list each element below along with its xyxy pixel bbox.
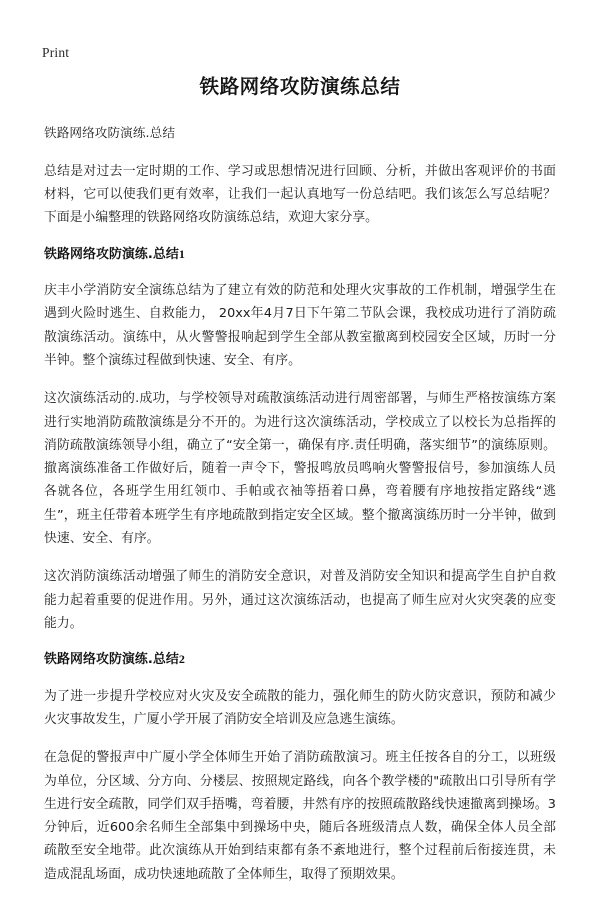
document-subtitle: 铁路网络攻防演练.总结 [44, 125, 176, 141]
document-content [44, 74, 556, 901]
section-2-paragraph-1: 为了进一步提升学校应对火灾及安全疏散的能力，强化师生的防火防灾意识，预防和减少火灾事故发生，广厦小学开展了消防安全培训及应急逃生演练。 [44, 688, 556, 728]
section-heading-1-index: 1 [178, 246, 186, 261]
page-title: 铁路网络攻防演练总结 [199, 75, 401, 98]
section-1-paragraph-3: 这次消防演练活动增强了师生的消防安全意识，对普及消防安全知识和提高学生自护自救能力起着重要的促进作用。另外，通过这次演练活动，也提高了师生应对火灾突袭的应变能力。 [44, 569, 556, 631]
intro-paragraph: 总结是对过去一定时期的工作、学习或思想情况进行回顾、分析，并做出客观评价的书面材料，它可以使我们更有效率，让我们一起认真地写一份总结吧。我们该怎么写总结呢？下面是小编整理的铁路网络攻防演练总结，欢迎大家分享。 [44, 163, 556, 226]
section-2-paragraph-2: 在急促的警报声中广厦小学全体师生开始了消防疏散演习。班主任按各自的分工，以班级为单位，分区域、分方向、分楼层、按照规定路线，向各个教学楼的"疏散出口引导所有学生进行安全疏散，同学们双手捂嘴，弯着腰，井然有序的按照疏散路线快速撤离到操场。3分钟后，近600余名师生全部集中到操场中央，随后各班级清点人数，确保全体人员全部疏散至安全地带。此次演练从开始到结束都有条不紊地进行，整个过程前后衔接连贯，未造成混乱场面，成功快速地疏散了全体师生，取得了预期效果。 [44, 750, 556, 882]
section-heading-2-index: 2 [178, 652, 186, 667]
print-bar [42, 43, 69, 61]
section-heading-1-text: 铁路网络攻防演练.总结 [44, 246, 179, 262]
section-1-paragraph-1: 庆丰小学消防安全演练总结为了建立有效的防范和处理火灾事故的工作机制，增强学生在遇到火险时逃生、自救能力， 20xx年4月7日下午第二节队会课，我校成功进行了消防疏散演练活动。演练中，从火警警报响起到学生全部从教室撤离到校园安全区域，历时一分半钟。整个演练过程做到快速、安全、有序。 [44, 283, 556, 369]
print-link[interactable]: Print [42, 45, 70, 60]
section-1-paragraph-2: 这次演练活动的.成功，与学校领导对疏散演练活动进行周密部署，与师生严格按演练方案进行实地消防疏散演练是分不开的。为进行这次演练活动，学校成立了以校长为总指挥的消防疏散演练领导小组，确立了“安全第一，确保有序.责任明确，落实细节”的演练原则。撤离演练准备工作做好后，随着一声令下，警报鸣放员鸣响火警警报信号，参加演练人员各就各位，各班学生用红领巾、手帕或衣袖等捂着口鼻，弯着腰有序地按指定路线“逃生”，班主任带着本班学生有序地疏散到指定安全区域。整个撤离演练历时一分半钟，做到快速、安全、有序。 [44, 391, 556, 547]
section-heading-1 [44, 245, 556, 266]
section-heading-2-text: 铁路网络攻防演练.总结 [44, 652, 179, 668]
section-heading-2 [44, 650, 556, 671]
